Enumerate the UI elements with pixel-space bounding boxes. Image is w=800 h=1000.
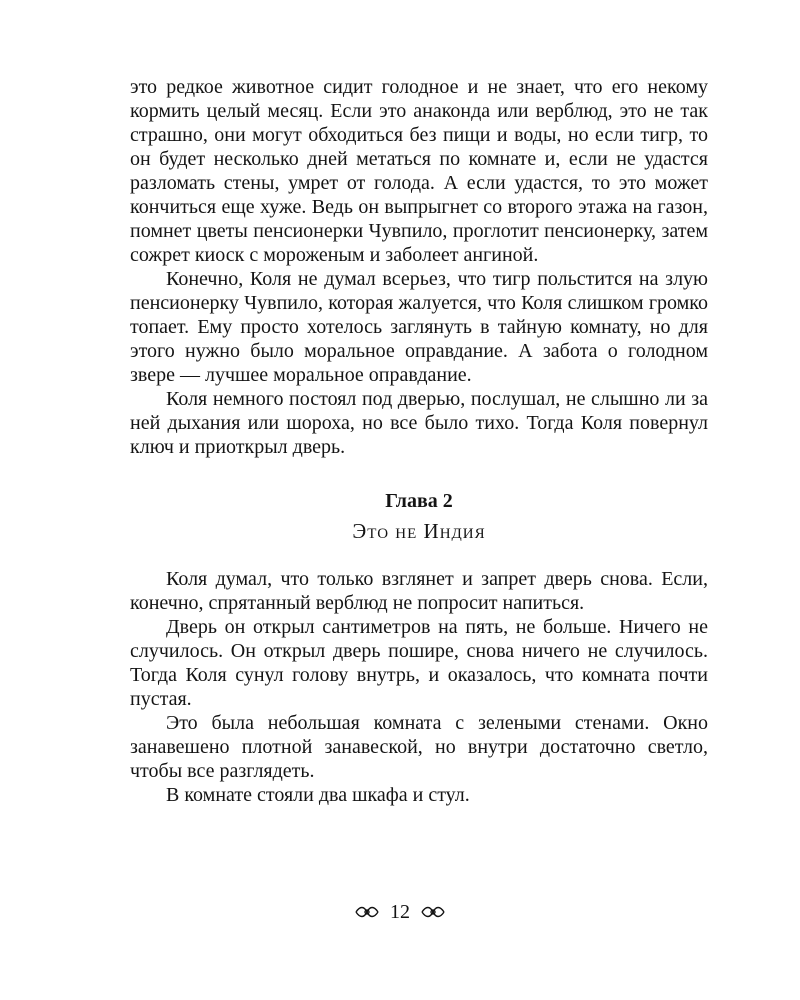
book-page bbox=[130, 75, 708, 807]
paragraph: Коля думал, что только взглянет и запрет дверь снова. Если, конечно, спрятанный верблюд не попросит напиться. bbox=[130, 568, 708, 614]
paragraph: это редкое животное сидит голодное и не знает, что его некому кормить целый месяц. Если это анаконда или верблюд, это не так страшно, они могут обходиться без пищи и воды, но если тигр, то он будет несколько дней метаться по комнате и, если не удастся разломать стены, умрет от голода. А если удастся, то это может кончиться еще хуже. Ведь он выпрыгнет со второго этажа на газон, помнет цветы пенсионерки Чувпило, проглотит пенсионерку, затем сожрет киоск с мороженым и заболеет ангиной. bbox=[130, 76, 708, 266]
paragraph: Это была небольшая комната с зелеными стенами. Окно занавешено плотной занавеской, но внутри достаточно светло, чтобы все разглядеть. bbox=[130, 712, 708, 782]
floral-ornament-icon bbox=[420, 904, 446, 920]
paragraph: Дверь он открыл сантиметров на пять, не больше. Ничего не случилось. Он открыл дверь пошире, снова ничего не случилось. Тогда Коля сунул голову внутрь, и оказалось, что комната почти пустая. bbox=[130, 616, 708, 710]
page-footer bbox=[0, 900, 800, 924]
paragraph: В комнате стояли два шкафа и стул. bbox=[166, 784, 470, 806]
paragraph: Конечно, Коля не думал всерьез, что тигр польстится на злую пенсионерку Чувпило, которая жалуется, что Коля слишком громко топает. Ему просто хотелось заглянуть в тайную комнату, но для этого нужно было моральное оправдание. А забота о голодном звере — лучшее моральное оправдание. bbox=[130, 268, 708, 386]
chapter-label: Глава 2 bbox=[385, 490, 453, 512]
floral-ornament-icon bbox=[354, 904, 380, 920]
page-number: 12 bbox=[390, 901, 410, 923]
chapter-title: Это не Индия bbox=[352, 519, 486, 543]
paragraph: Коля немного постоял под дверью, послушал, не слышно ли за ней дыхания или шороха, но все было тихо. Тогда Коля повернул ключ и приоткрыл дверь. bbox=[130, 388, 708, 458]
